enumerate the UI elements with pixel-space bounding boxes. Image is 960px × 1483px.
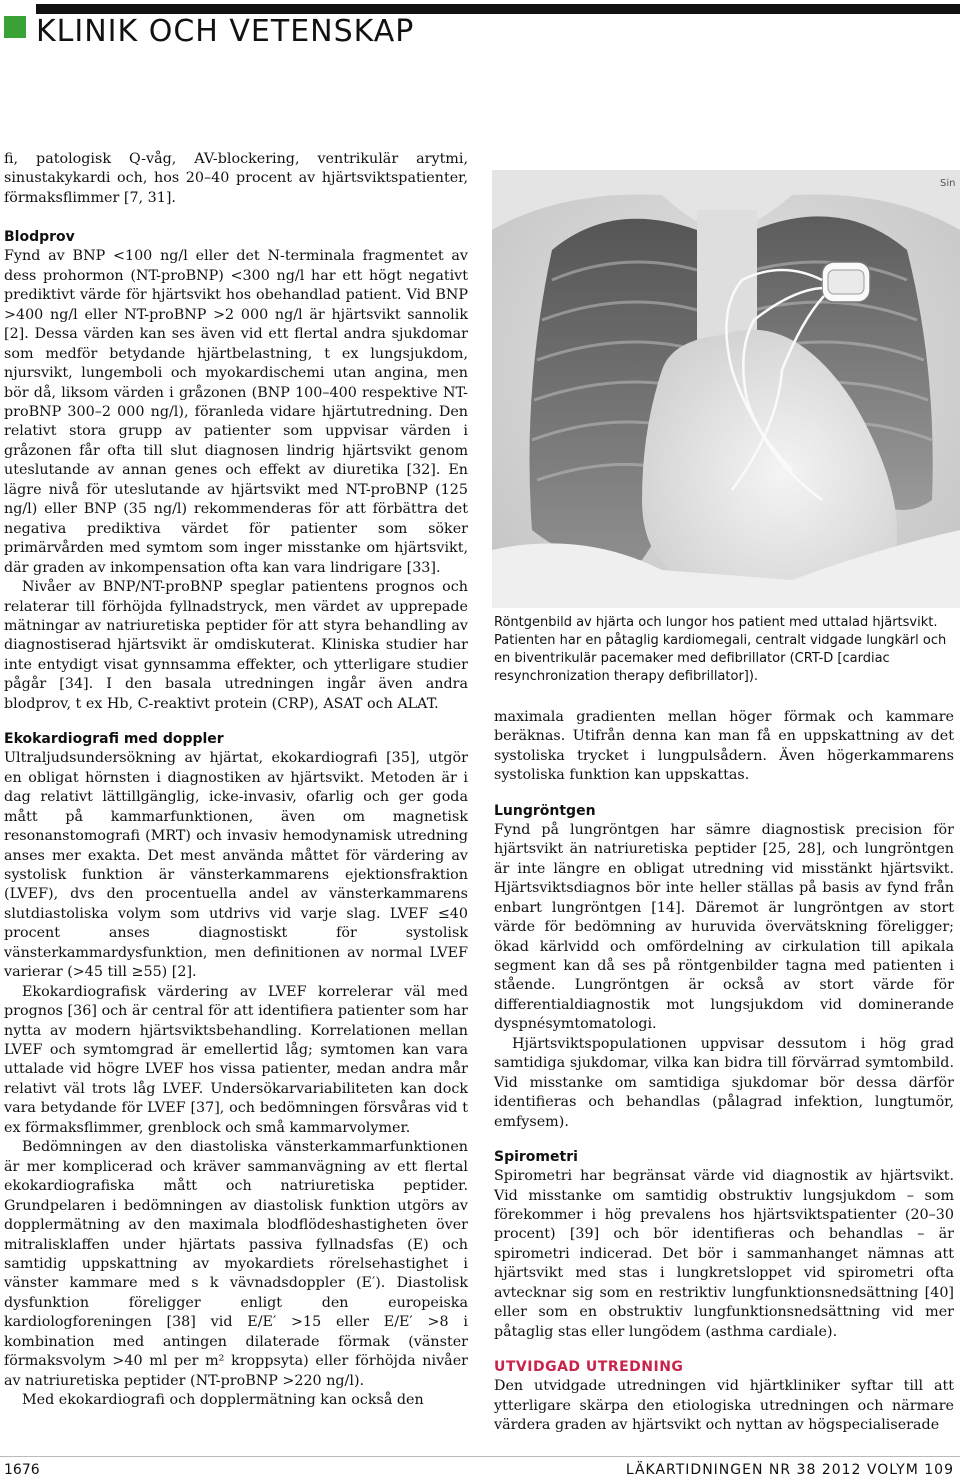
right-column — [494, 708, 954, 1436]
blodprov-heading: Blodprov — [4, 229, 75, 246]
ekokardiografi-paragraph-4: Med ekokardiografi och dopplermätning kan också den — [22, 1392, 424, 1409]
blodprov-paragraph-1: Fynd av BNP <100 ng/l eller det N-terminala fragmentet av dess prohormon (NT-proBNP) <300 ng/l har ett högt negativt prediktivt värde för hjärtsvikt hos obehandlad patient. Vid BNP >400 ng/l eller NT-proBNP >2 000 ng/l är hjärtsvikt sannolik [2]. Dessa värden kan ses även vid ett flertal andra sjukdomar som medför betydande hjärtbelastning, t ex lungsjukdom, njursvikt, lungemboli och myokardischemi utan angina, men bör då, liksom värden i gråzonen (BNP 100–400 respektive NT-proBNP 300–2 000 ng/l), föranleda vidare hjärtutredning. Den relativt stora grupp av patienter som uppvisar värden i gråzonen får ofta till slut diagnosen lindrig hjärtsvikt genom uteslutande av annan genes och effekt av diuretika [32]. En lägre nivå för uteslutande av hjärtsvikt med NT-proBNP (125 ng/l) eller BNP (35 ng/l) rekommenderas för att förbättra det negativa prediktiva värdet för patienter som söker primärvården med symtom som inger misstanke om hjärtsvikt, där graden av inkompensation ofta kan vara lindrigare [33]. — [4, 248, 468, 576]
ekokardiografi-paragraph-2: Ekokardiografisk värdering av LVEF korrelerar väl med prognos [36] och är central för att identifiera patienter som har nytta av modern hjärtsviktsbehandling. Korrelationen mellan LVEF och symtomgrad är emellertid låg; symtomen kan vara uttalade vid högre LVEF hos vissa patienter, medan andra mår relativt väl trots låg LVEF. Undersökarvariabiliteten kan dock vara betydande för LVEF [37], och bedömningen försvåras vid t ex förmaksflimmer, grenblock och små kammarvolymer. — [4, 983, 468, 1136]
pacemaker-device — [822, 262, 870, 302]
ekokardiografi-paragraph-1: Ultraljudsundersökning av hjärtat, ekokardiografi [35], utgör en obligat hörnsten i diagnostiken av hjärtsvikt. Metoden är i dag relativt lättillgänglig, icke-invasiv, ofarlig och ger goda mått på kammarfunktionen, även om magnetisk resonanstomografi (MRT) och invasiv hemodynamisk utredning anses mer exakta. Det mest använda måttet för värdering av systolisk funktion är vänsterkammarens ejektionsfraktion (LVEF), dvs den procentuella andel av vänsterkammarens slutdiastoliska volym som utdrivs vid varje slag. LVEF ≤40 procent anses diagnostiskt för systolisk vänsterkammardysfunktion, men definitionen av normal LVEF varierar (>45 till ≥55) [2]. — [4, 750, 468, 981]
lungrontgen-heading: Lungröntgen — [494, 802, 596, 819]
ekokardiografi-paragraph-3: Bedömningen av den diastoliska vänsterkammarfunktionen är mer komplicerad och kräver sammanvägning av ett flertal ekokardiografiska mått och natriuretiska peptider. Grundpelaren i bedömningen av diastolisk funktion utgörs av dopplermätning av den maximala blodflödeshastigheten över mitralisklaffen under hjärtats passiva fyllnadsfas (E) och samtidig uppskattning av myokardiets rörelsehastighet i vänster kammare med s k vävnadsdoppler (E′). Diastolisk dysfunktion föreligger enligt den europeiska kardiologforeningen [38] vid E/E′ >15 eller E/E′ >8 i kombination med antingen dilaterade förmak (vänster förmaksvolym >40 ml per m² kroppsyta) eller förhöjda nivåer av natriuretiska peptider (NT-proBNP >220 ng/l). — [4, 1139, 468, 1389]
section-title: KLINIK OCH VETENSKAP — [36, 14, 415, 49]
continued-paragraph: maximala gradienten mellan höger förmak och kammare beräknas. Utifrån denna kan man få en uppskattning av det systoliska trycket i lungpulsådern. Även högerkammarens systoliska funktion kan uppskattas. — [494, 709, 954, 784]
side-marker: Sin — [940, 178, 956, 189]
spirometri-paragraph: Spirometri har begränsat värde vid diagnostik av hjärtsvikt. Vid misstanke om samtidig obstruktiv lungsjukdom – som förekommer i hög prevalens hos hjärtsviktspatienter (20–30 procent) [39] och bör identifieras och behandlas – är spirometri indicerad. Det bör i sammanhanget nämnas att hjärtsvikt med stas i lungkretsloppet vid spirometri ofta avtecknar sig som en restriktiv lungfunktionsnedsättning [40] eller som en obstruktiv lungfunktionsnedsättning vid mer påtaglig stas eller lungödem (asthma cardiale). — [494, 1168, 954, 1340]
journal-info: LÄKARTIDNINGEN NR 38 2012 VOLYM 109 — [625, 1462, 954, 1478]
section-header — [0, 0, 960, 64]
utvidgad-utredning-paragraph: Den utvidgade utredningen vid hjärtkliniker syftar till att ytterligare skärpa den etiologiska utredningen och närmare värdera graden av hjärtsvikt och nyttan av högspecialiserade — [494, 1378, 954, 1434]
lungrontgen-paragraph-2: Hjärtsviktspopulationen uppvisar dessutom i hög grad samtidiga sjukdomar, vilka kan bidra till förvärrad symtombild. Vid misstanke om samtidiga sjukdomar bör dessa därför identifieras och behandlas (pålagrad infektion, lungtumör, emfysem). — [494, 1035, 954, 1130]
spirometri-heading: Spirometri — [494, 1149, 578, 1166]
page-number: 1676 — [4, 1462, 40, 1478]
section-color-marker — [4, 16, 26, 38]
lungrontgen-paragraph-1: Fynd på lungröntgen har sämre diagnostisk precision för hjärtsvikt än natriuretiska peptider [25, 28], och lungröntgen är inte längre en obligat utredning vid misstänkt hjärtsvikt. Hjärtsviktsdiagnos bör inte heller ställas på basis av fynd från enbart lungröntgen [14]. Däremot är lungröntgen av stort värde för bedömning av huruvida övervätskning föreligger; ökad kärlvidd och omfördelning av cirkulation till apikala segment kan då ses på röntgenbilder tagna med patienten i stående. Lungröntgen är också av stort värde för differentialdiagnostik mot lungsjukdom vid dominerande dyspnésymtomatologi. — [494, 821, 954, 1033]
ekokardiografi-heading: Ekokardiografi med doppler — [4, 731, 224, 748]
figure-caption: Röntgenbild av hjärta och lungor hos patient med uttalad hjärtsvikt. Patienten har en påtaglig kardiomegali, centralt vidgade lungkärl och en biventrikulär pacemaker med defibrillator (CRT-D [cardiac resynchronization therapy defibrillator]). — [494, 615, 947, 684]
footer-rule — [0, 1456, 960, 1457]
intro-paragraph: fi, patologisk Q-våg, AV-blockering, ventrikulär arytmi, sinustakykardi och, hos 20–40 procent av hjärtsviktspatienter, förmaksflimmer [7, 31]. — [4, 151, 468, 206]
chest-xray-figure — [492, 170, 960, 608]
chest-xray-image — [492, 170, 960, 608]
blodprov-paragraph-2: Nivåer av BNP/NT-proBNP speglar patientens prognos och relaterar till förhöjda fyllnadstryck, men värdet av upprepade mätningar av natriuretiska peptider för att styra behandling av diagnostiserad hjärtsvikt är omdiskuterat. Kliniska studier har inte entydigt visat gynnsamma effekter, och ytterligare studier pågår [34]. I den basala utredningen ingår även andra blodprov, t ex Hb, C-reaktivt protein (CRP), ASAT och ALAT. — [4, 579, 468, 712]
left-column — [4, 150, 468, 1411]
utvidgad-utredning-heading: UTVIDGAD UTREDNING — [494, 1359, 684, 1376]
